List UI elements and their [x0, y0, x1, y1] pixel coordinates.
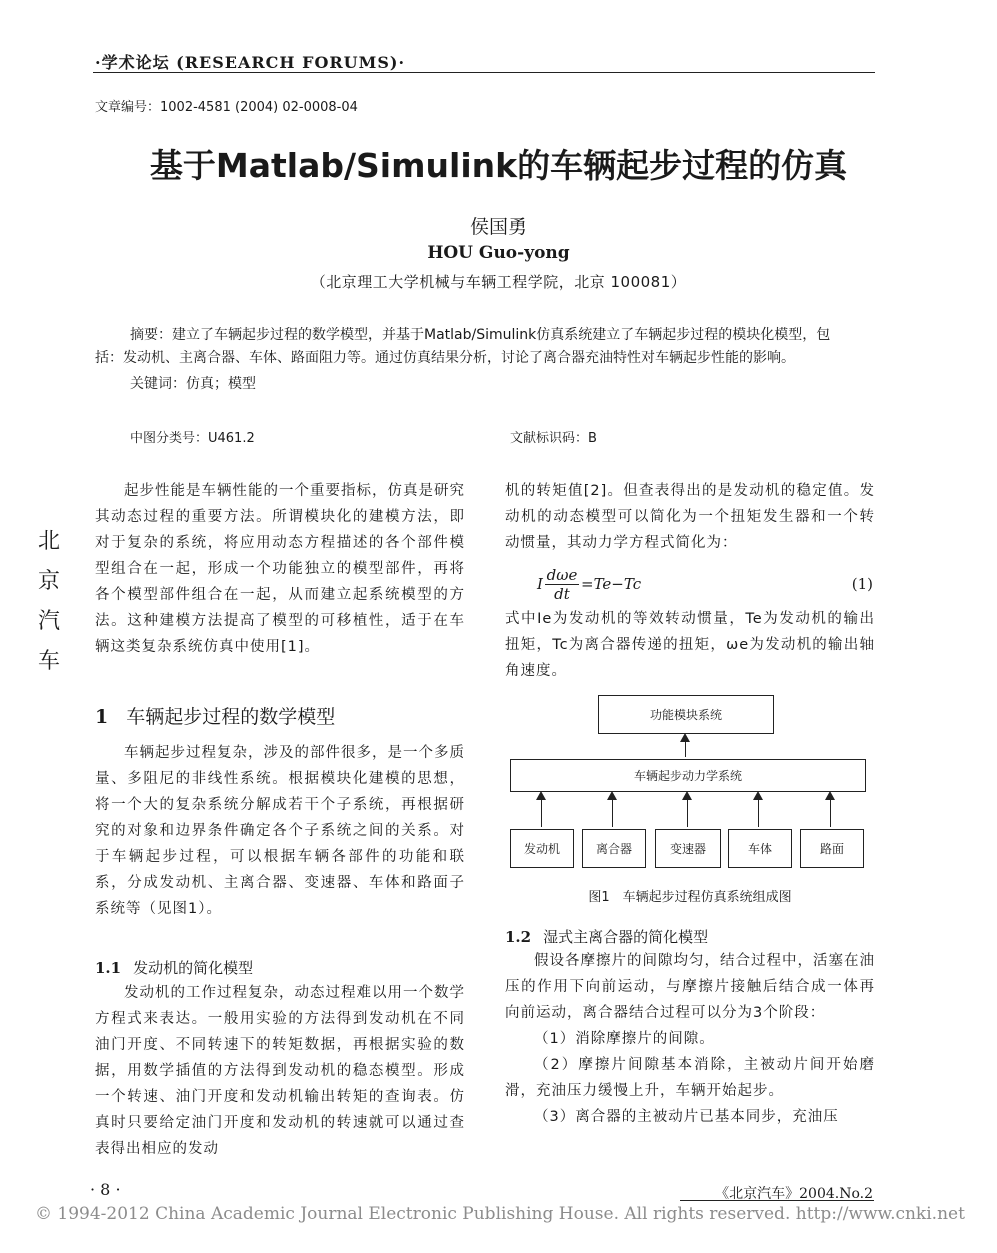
section-title: 车辆起步过程的数学模型: [126, 706, 336, 728]
functional-module-box: [598, 695, 774, 734]
equation-denominator: dt: [554, 585, 570, 603]
intro-paragraph: [95, 478, 465, 660]
arrow-up-icon: [830, 793, 831, 827]
section-header: ·学术论坛 (RESEARCH FORUMS)·: [95, 53, 406, 72]
dynamics-system-box: [510, 759, 866, 792]
arrow-up-icon: [612, 793, 613, 827]
functional-module-label: 功能模块系统: [649, 708, 722, 722]
subsection-number: 1.1: [95, 959, 122, 977]
arrow-up-icon: [541, 793, 542, 827]
subsection-number: 1.2: [505, 928, 532, 946]
abstract: [95, 324, 875, 370]
document-code: 文献标识码：B: [510, 431, 597, 446]
variables-paragraph: [505, 606, 875, 684]
sidebar-char: 北: [37, 529, 60, 554]
author-chinese: 侯国勇: [469, 216, 527, 238]
engine-label: 发动机: [523, 842, 560, 856]
variables-text: 式中Ie为发动机的等效转动惯量，Te为发动机的输出扭矩，Tc为离合器传递的扭矩，ωe为发动机的输出轴角速度。: [505, 611, 875, 679]
subsection-1-1-heading: [95, 957, 253, 978]
abstract-line-2: 括：发动机、主离合器、车体、路面阻力等。通过仿真结果分析，讨论了离合器充油特性对车辆起步性能的影响。: [95, 350, 795, 366]
subsection-1-2-text: 假设各摩擦片的间隙均匀，结合过程中，活塞在油压的作用下向前运动，与摩擦片接触后结合成一体再向前运动，离合器结合过程可以分为3个阶段：: [505, 953, 875, 1021]
equation-fraction: [545, 566, 579, 603]
transmission-box: [655, 829, 721, 868]
dynamics-system-label: 车辆起步动力学系统: [633, 769, 742, 783]
author-english: HOU Guo-yong: [427, 243, 570, 263]
body-box: [728, 829, 792, 868]
section-1-heading: [95, 702, 335, 729]
copyright-notice: © 1994-2012 China Academic Journal Electronic Publishing House. All rights reserved. http://www.cnki.net: [35, 1204, 965, 1224]
equation-1: [537, 566, 877, 602]
classification-number: 中图分类号：U461.2: [130, 431, 255, 446]
engine-paragraph: [505, 478, 875, 556]
section-1-text: 车辆起步过程复杂，涉及的部件很多，是一个多质量、多阻尼的非线性系统。根据模块化建模的思想，将一个大的复杂系统分解成若干个子系统，再根据研究的对象和边界条件确定各个子系统之间的关系。对于车辆起步过程，可以根据车辆各部件的功能和联系，分成发动机、主离合器、变速器、车体和路面子系统等（见图1）。: [95, 745, 465, 917]
subsection-1-1-text: 发动机的工作过程复杂，动态过程难以用一个数学方程式来表达。一般用实验的方法得到发动机在不同油门开度、不同转速下的转矩数据，再根据实验的数据，用数学插值的方法得到发动机的稳态模型。形成一个转速、油门开度和发动机输出转矩的查询表。仿真时只要给定油门开度和发动机的转速就可以通过查表得出相应的发动: [95, 985, 465, 1157]
abstract-line-1: 摘要：建立了车辆起步过程的数学模型，并基于Matlab/Simulink仿真系统建立了车辆起步过程的模块化模型，包: [130, 327, 831, 343]
step-2: （2）摩擦片间隙基本消除，主被动片间开始磨滑，充油压力缓慢上升，车辆开始起步。: [505, 1057, 875, 1099]
engine-text: 机的转矩值[2]。但查表得出的是发动机的稳定值。发动机的动态模型可以简化为一个扭矩发生器和一个转动惯量，其动力学方程式简化为：: [505, 483, 875, 551]
subsection-1-1-paragraph: [95, 980, 465, 1162]
page-number: · 8 ·: [90, 1180, 121, 1199]
keywords: 关键词：仿真；模型: [130, 376, 256, 392]
arrow-up-icon: [758, 793, 759, 827]
intro-text: 起步性能是车辆性能的一个重要指标，仿真是研究其动态过程的重要方法。所谓模块化的建模方法，即对于复杂的系统，将应用动态方程描述的各个部件模型组合在一起，形成一个功能独立的模型部件，再将各个模型部件组合在一起，从而建立起系统模型的方法。这种建模方法提高了模型的可移植性，适于在车辆这类复杂系统仿真中使用[1]。: [95, 483, 465, 655]
subsection-title: 发动机的简化模型: [133, 959, 254, 977]
journal-issue: 《北京汽车》2004.No.2: [715, 1186, 873, 1202]
subsection-1-2-heading: [505, 926, 708, 947]
arrow-up-icon: [687, 793, 688, 827]
footer-divider: [680, 1200, 874, 1201]
header-divider: [93, 72, 875, 73]
affiliation: （北京理工大学机械与车辆工程学院，北京 100081）: [310, 273, 687, 291]
road-label: 路面: [819, 842, 844, 856]
engine-box: [510, 829, 574, 868]
clutch-label: 离合器: [595, 842, 632, 856]
sidebar-char: 汽: [37, 609, 60, 634]
section-number: 1: [95, 706, 109, 728]
journal-sidebar: [36, 522, 62, 682]
equation-rhs: =Te−Tc: [581, 575, 642, 593]
equation-number: (1): [851, 575, 873, 593]
sidebar-char: 京: [37, 569, 60, 594]
subsection-title: 湿式主离合器的简化模型: [543, 928, 709, 946]
transmission-label: 变速器: [669, 842, 706, 856]
article-number: 文章编号：1002-4581 (2004) 02-0008-04: [95, 100, 358, 115]
step-1: （1）消除摩擦片的间隙。: [534, 1031, 715, 1047]
section-1-paragraph: [95, 740, 465, 922]
equation-numerator: dωe: [546, 566, 578, 584]
step-3: （3）离合器的主被动片已基本同步，充油压: [534, 1109, 839, 1125]
figure-caption: 图1 车辆起步过程仿真系统组成图: [588, 890, 792, 905]
subsection-1-2-paragraph: [505, 948, 875, 1130]
paper-title: 基于Matlab/Simulink的车辆起步过程的仿真: [149, 146, 848, 185]
arrow-up-icon: [685, 735, 686, 757]
sidebar-char: 车: [37, 649, 60, 674]
body-label: 车体: [747, 842, 772, 856]
equation-lhs: I: [537, 575, 543, 593]
road-box: [800, 829, 864, 868]
clutch-box: [582, 829, 646, 868]
